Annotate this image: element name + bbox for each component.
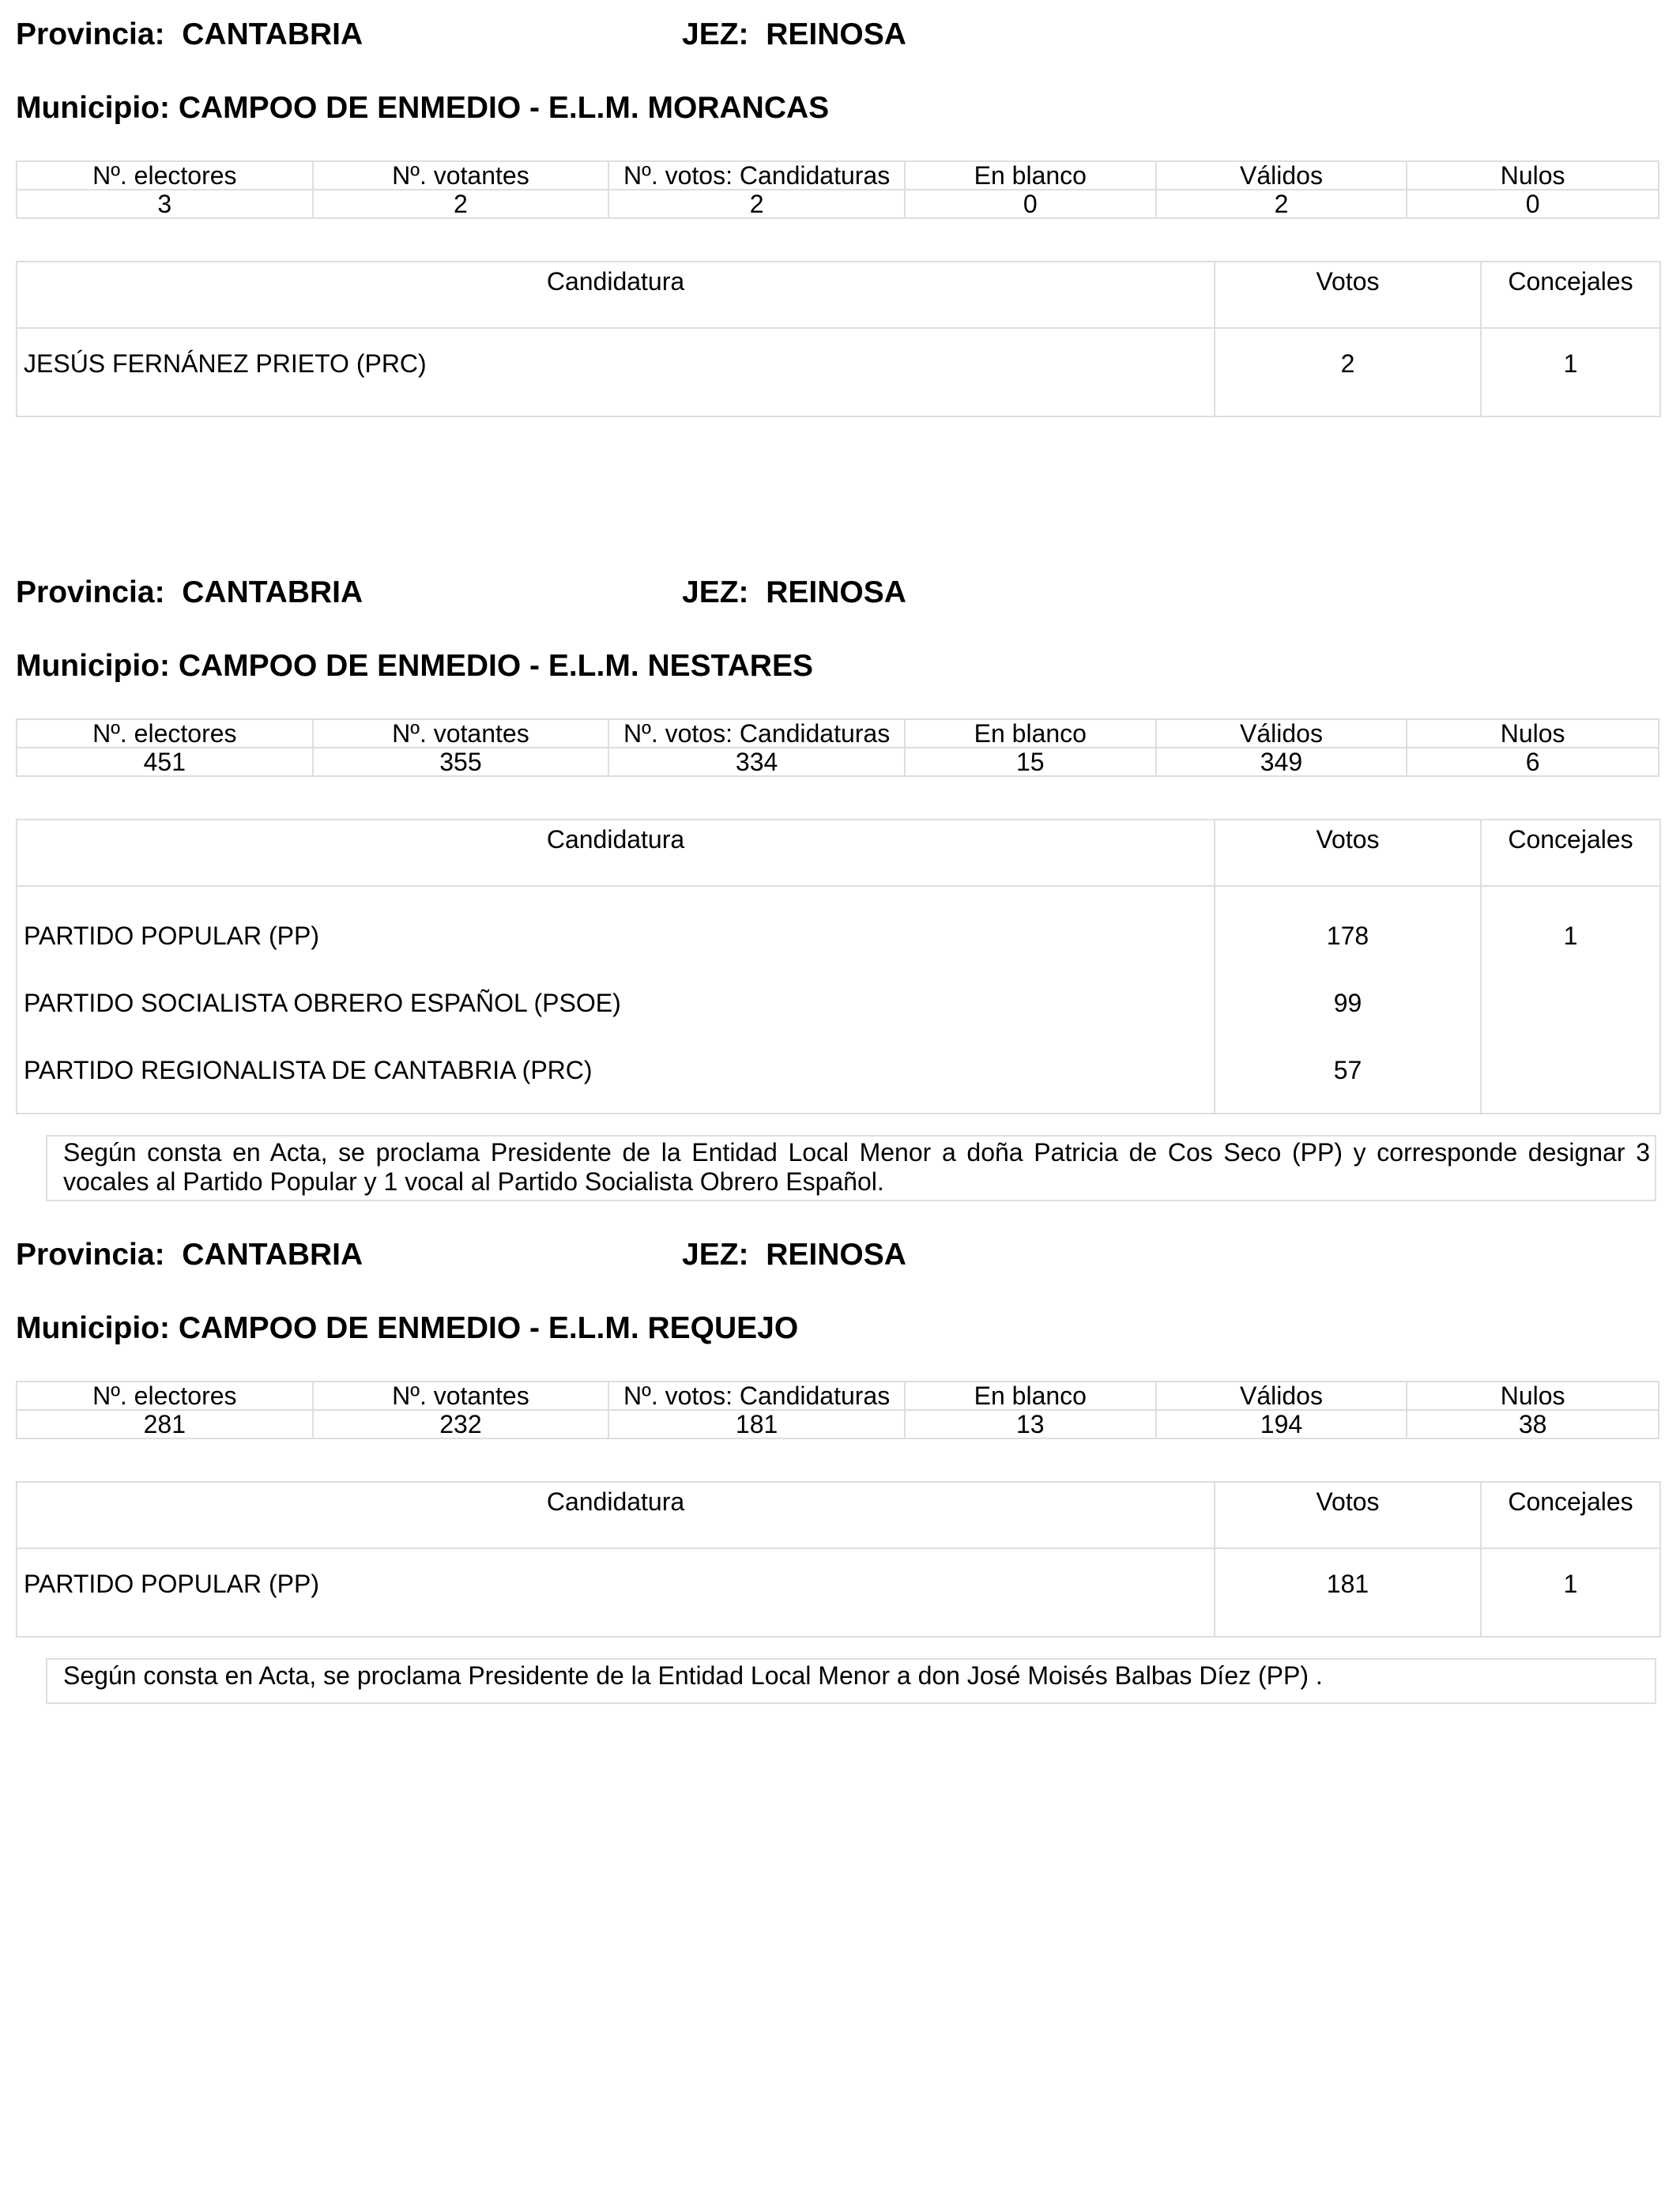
municipio-value: CAMPOO DE ENMEDIO - E.L.M. MORANCAS bbox=[178, 91, 830, 125]
table-row bbox=[17, 1037, 1660, 1114]
stats-table bbox=[16, 160, 1659, 219]
municipio-line bbox=[16, 90, 829, 126]
cand-header: Concejales bbox=[1481, 820, 1660, 886]
stats-header: Nº. electores bbox=[17, 1382, 313, 1410]
cand-header: Candidatura bbox=[17, 262, 1215, 328]
candidate-concejales: 1 bbox=[1481, 1548, 1660, 1637]
stats-value: 334 bbox=[608, 748, 905, 776]
candidate-concejales: 1 bbox=[1481, 886, 1660, 969]
stats-value: 2 bbox=[1156, 190, 1407, 218]
cand-header: Votos bbox=[1215, 262, 1481, 328]
provincia-line bbox=[16, 575, 363, 611]
candidate-concejales bbox=[1481, 1037, 1660, 1114]
stats-table bbox=[16, 718, 1659, 777]
jez-label: JEZ: bbox=[682, 1238, 749, 1272]
candidate-votos: 2 bbox=[1215, 328, 1481, 417]
stats-value: 15 bbox=[905, 748, 1156, 776]
stats-header: Nº. electores bbox=[17, 719, 313, 748]
stats-value: 451 bbox=[17, 748, 313, 776]
stats-header: Nº. votantes bbox=[313, 719, 609, 748]
candidates-table bbox=[16, 819, 1661, 1114]
municipio-line bbox=[16, 1310, 798, 1347]
stats-value: 2 bbox=[608, 190, 905, 218]
stats-value: 355 bbox=[313, 748, 609, 776]
stats-header: Nº. votos: Candidaturas bbox=[608, 161, 905, 190]
stats-value: 13 bbox=[905, 1410, 1156, 1438]
stats-header-row bbox=[17, 161, 1659, 190]
stats-header: Nulos bbox=[1407, 161, 1659, 190]
municipio-line bbox=[16, 648, 813, 684]
proclamation-note bbox=[46, 1658, 1656, 1704]
candidate-name: PARTIDO SOCIALISTA OBRERO ESPAÑOL (PSOE) bbox=[17, 969, 1215, 1037]
provincia-value: CANTABRIA bbox=[182, 1238, 363, 1272]
stats-value: 232 bbox=[313, 1410, 609, 1438]
jez-value: REINOSA bbox=[766, 17, 906, 51]
stats-header: Nº. votos: Candidaturas bbox=[608, 1382, 905, 1410]
stats-value: 0 bbox=[1407, 190, 1659, 218]
municipio-value: CAMPOO DE ENMEDIO - E.L.M. REQUEJO bbox=[178, 1311, 799, 1345]
candidate-votos: 57 bbox=[1215, 1037, 1481, 1114]
stats-value: 0 bbox=[905, 190, 1156, 218]
candidate-name: PARTIDO POPULAR (PP) bbox=[17, 886, 1215, 969]
candidate-votos: 99 bbox=[1215, 969, 1481, 1037]
stats-header: Nº. votantes bbox=[313, 161, 609, 190]
stats-value: 281 bbox=[17, 1410, 313, 1438]
candidates-header-row bbox=[17, 820, 1660, 886]
stats-header: En blanco bbox=[905, 161, 1156, 190]
stats-header: Válidos bbox=[1156, 719, 1407, 748]
provincia-label: Provincia: bbox=[16, 575, 165, 609]
jez-value: REINOSA bbox=[766, 1238, 906, 1272]
provincia-value: CANTABRIA bbox=[182, 575, 363, 609]
municipio-label: Municipio: bbox=[16, 91, 170, 125]
candidates-header-row bbox=[17, 1482, 1660, 1548]
stats-header-row bbox=[17, 1382, 1659, 1410]
municipio-value: CAMPOO DE ENMEDIO - E.L.M. NESTARES bbox=[178, 649, 813, 683]
jez-label: JEZ: bbox=[682, 575, 749, 609]
municipio-label: Municipio: bbox=[16, 649, 170, 683]
stats-header: En blanco bbox=[905, 1382, 1156, 1410]
jez-line bbox=[682, 575, 906, 611]
candidate-votos: 181 bbox=[1215, 1548, 1481, 1637]
stats-header: Nº. votos: Candidaturas bbox=[608, 719, 905, 748]
stats-header: Nº. votantes bbox=[313, 1382, 609, 1410]
note-text: Según consta en Acta, se proclama Presidente de la Entidad Local Menor a doña Patricia de Cos Seco (PP) y corresponde designar 3 vocales al Partido Popular y 1 vocal al Partido Socialista Obrero Español. bbox=[63, 1138, 1650, 1196]
stats-value: 6 bbox=[1407, 748, 1659, 776]
jez-label: JEZ: bbox=[682, 17, 749, 51]
stats-header-row bbox=[17, 719, 1659, 748]
candidate-name: JESÚS FERNÁNEZ PRIETO (PRC) bbox=[17, 328, 1215, 417]
cand-header: Concejales bbox=[1481, 1482, 1660, 1548]
table-row bbox=[17, 1548, 1660, 1637]
cand-header: Candidatura bbox=[17, 820, 1215, 886]
table-row bbox=[17, 969, 1660, 1037]
stats-value: 194 bbox=[1156, 1410, 1407, 1438]
municipio-label: Municipio: bbox=[16, 1311, 170, 1345]
cand-header: Concejales bbox=[1481, 262, 1660, 328]
proclamation-note bbox=[46, 1135, 1656, 1201]
jez-value: REINOSA bbox=[766, 575, 906, 609]
stats-value-row bbox=[17, 748, 1659, 776]
stats-value: 2 bbox=[313, 190, 609, 218]
provincia-value: CANTABRIA bbox=[182, 17, 363, 51]
table-row bbox=[17, 328, 1660, 417]
stats-value: 349 bbox=[1156, 748, 1407, 776]
cand-header: Votos bbox=[1215, 820, 1481, 886]
provincia-label: Provincia: bbox=[16, 17, 165, 51]
stats-value: 38 bbox=[1407, 1410, 1659, 1438]
candidates-table bbox=[16, 261, 1661, 417]
stats-header: Nulos bbox=[1407, 1382, 1659, 1410]
stats-value-row bbox=[17, 190, 1659, 218]
candidate-votos: 178 bbox=[1215, 886, 1481, 969]
stats-value: 181 bbox=[608, 1410, 905, 1438]
note-text: Según consta en Acta, se proclama Presidente de la Entidad Local Menor a don José Moisés Balbas Díez (PP) . bbox=[63, 1661, 1323, 1690]
candidate-concejales: 1 bbox=[1481, 328, 1660, 417]
stats-value: 3 bbox=[17, 190, 313, 218]
stats-table bbox=[16, 1381, 1659, 1439]
candidate-name: PARTIDO POPULAR (PP) bbox=[17, 1548, 1215, 1637]
stats-header: Nulos bbox=[1407, 719, 1659, 748]
jez-line bbox=[682, 1237, 906, 1273]
stats-header: Nº. electores bbox=[17, 161, 313, 190]
candidate-concejales bbox=[1481, 969, 1660, 1037]
candidates-table bbox=[16, 1481, 1661, 1638]
provincia-line bbox=[16, 1237, 363, 1273]
table-row bbox=[17, 886, 1660, 969]
cand-header: Candidatura bbox=[17, 1482, 1215, 1548]
candidates-header-row bbox=[17, 262, 1660, 328]
cand-header: Votos bbox=[1215, 1482, 1481, 1548]
provincia-label: Provincia: bbox=[16, 1238, 165, 1272]
stats-header: En blanco bbox=[905, 719, 1156, 748]
jez-line bbox=[682, 17, 906, 53]
stats-value-row bbox=[17, 1410, 1659, 1438]
provincia-line bbox=[16, 17, 363, 53]
candidate-name: PARTIDO REGIONALISTA DE CANTABRIA (PRC) bbox=[17, 1037, 1215, 1114]
stats-header: Válidos bbox=[1156, 161, 1407, 190]
stats-header: Válidos bbox=[1156, 1382, 1407, 1410]
